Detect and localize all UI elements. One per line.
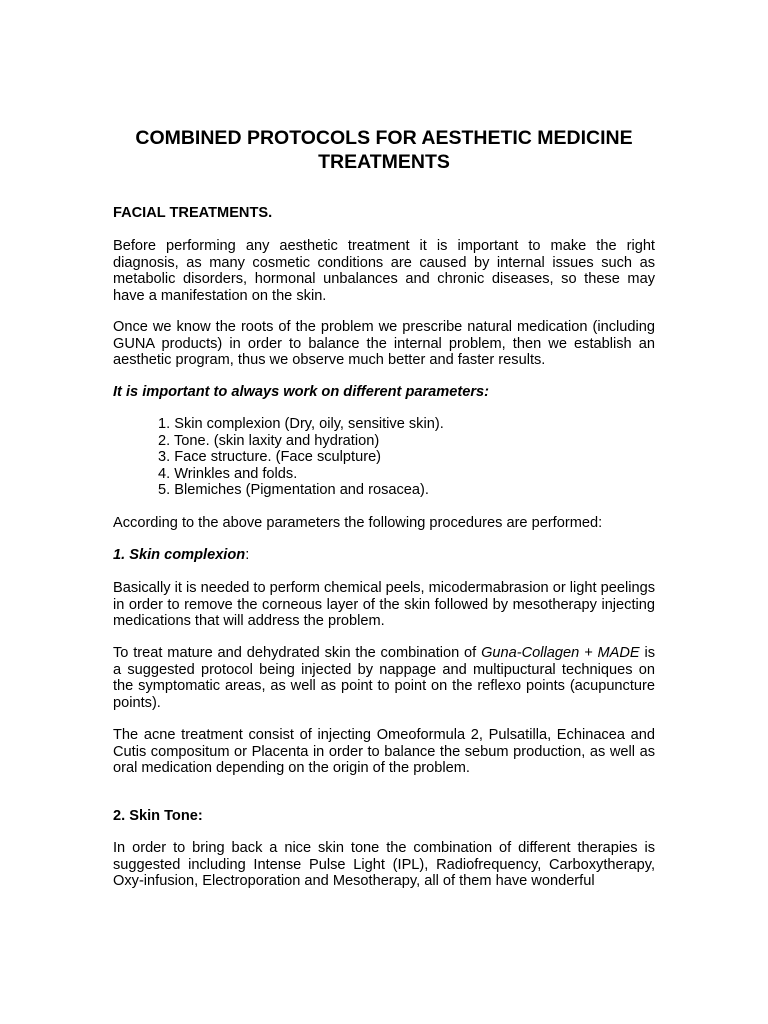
paragraph-procedures: According to the above parameters the following procedures are performed: [113,515,603,531]
section-heading-facial: FACIAL TREATMENTS. [113,205,273,221]
paragraph-diagnosis: Before performing any aesthetic treatment it is important to make the right diagnosis, as many cosmetic conditions are caused by internal issues such as metabolic disorders, hormonal unbalances and chronic diseases, so these may have a manifestation on the skin. [113,238,655,304]
skin-complexion-heading: 1. Skin complexion [113,547,246,563]
title-line-2: TREATMENTS [318,151,450,173]
skin-complexion-heading-line [113,547,655,564]
mature-text-end: is a suggested protocol being injected by nappage and multipuctural techniques on the symptomatic areas, as well as point to point on the reflexo points (acupuncture points). [113,645,656,711]
paragraph-acne: The acne treatment consist of injecting Omeoformula 2, Pulsatilla, Echinacea and Cutis compositum or Placenta in order to balance the sebum production, as well as oral medication depending on the origin of the problem. [113,727,655,777]
title-line-1: COMBINED PROTOCOLS FOR AESTHETIC MEDICINE [135,127,633,149]
list-item: 5. Blemiches (Pigmentation and rosacea). [158,482,429,499]
product-name-guna-collagen: Guna-Collagen + MADE [481,645,640,661]
paragraph-skin-tone: In order to bring back a nice skin tone the combination of different therapies is suggested including Intense Pulse Light (IPL), Radiofrequency, Carboxytherapy, Oxy-infusion, Electroporation and Mesotherapy, all of them have wonderful [113,840,655,890]
list-item: 1. Skin complexion (Dry, oily, sensitive skin). [158,416,444,432]
paragraph-roots: Once we know the roots of the problem we prescribe natural medication (including GUNA products) in order to balance the internal problem, then we establish an aesthetic program, thus we observe much better and faster results. [113,319,655,369]
mature-text-start: To treat mature and dehydrated skin the combination of [113,645,482,661]
skin-tone-heading: 2. Skin Tone: [113,808,203,824]
document-title [0,126,768,174]
paragraph-mature-skin [113,645,655,711]
list-item: 2. Tone. (skin laxity and hydration) [158,432,380,449]
list-item: 3. Face structure. (Face sculpture) [158,449,382,466]
list-item: 4. Wrinkles and folds. [158,465,298,482]
parameters-heading: It is important to always work on different parameters: [113,384,490,400]
paragraph-peels: Basically it is needed to perform chemical peels, micodermabrasion or light peelings in order to remove the corneous layer of the skin followed by mesotherapy injecting medications that will address the problem. [113,580,655,630]
heading-colon: : [245,547,250,563]
parameters-list [158,416,444,499]
